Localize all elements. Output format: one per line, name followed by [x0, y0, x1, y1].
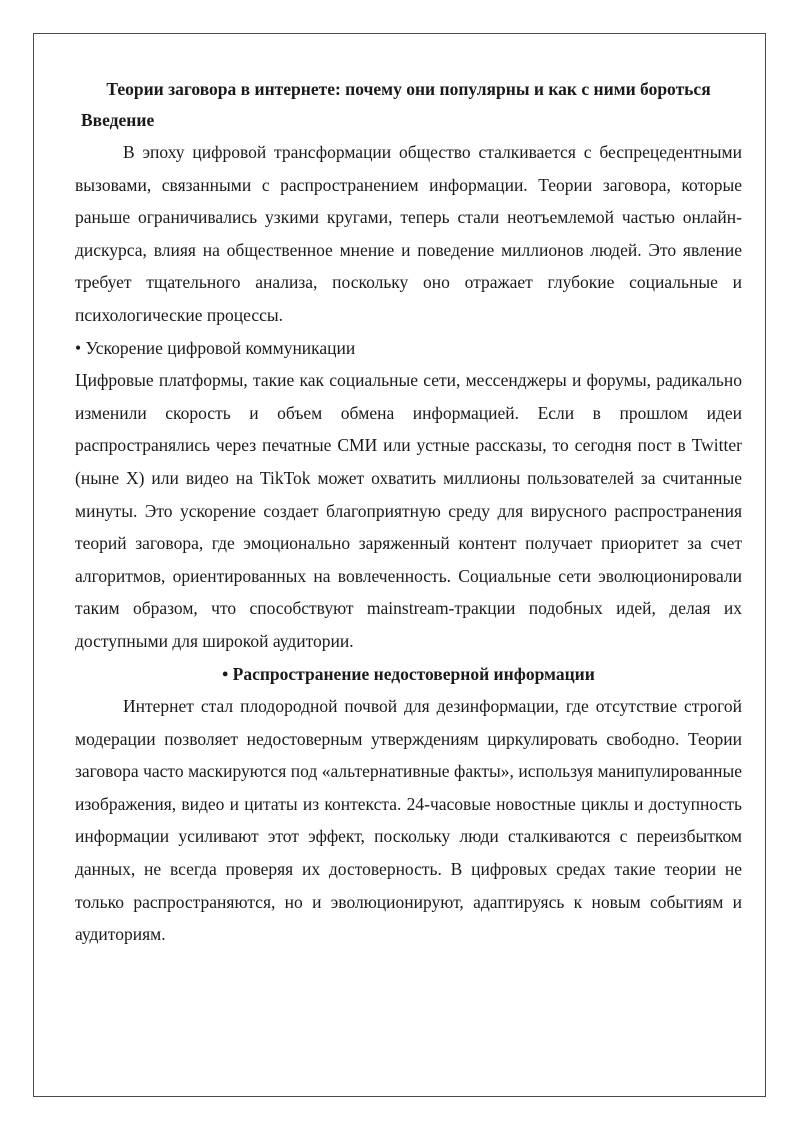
document-body [75, 74, 742, 951]
intro-heading: Введение [81, 110, 155, 130]
intro-paragraph: В эпоху цифровой трансформации общество сталкивается с беспрецедентными вызовами, связанными с распространением информации. Теории заговора, которые раньше ограничивались узкими кругами, теперь стали неотъемлемой частью онлайн-дискурса, влияя на общественное мнение и поведение миллионов людей. Это явление требует тщательного анализа, поскольку оно отражает глубокие социальные и психологические процессы. [75, 142, 742, 325]
section-paragraph-misinformation: Интернет стал плодородной почвой для дезинформации, где отсутствие строгой модерации позволяет недостоверным утверждениям циркулировать свободно. Теории заговора часто маскируются под «альтернативные факты», используя манипулированные изображения, видео и цитаты из контекста. 24-часовые новостные циклы и доступность информации усиливают этот эффект, поскольку люди сталкиваются с переизбытком данных, не всегда проверяя их достоверность. В цифровых средах такие теории не только распространяются, но и эволюционируют, адаптируясь к новым событиям и аудиториям. [75, 696, 742, 945]
section-paragraph-digital-communication: Цифровые платформы, такие как социальные сети, мессенджеры и форумы, радикально изменили скорость и объем обмена информацией. Если в прошлом идеи распространялись через печатные СМИ или устные рассказы, то сегодня пост в Twitter (ныне X) или видео на TikTok может охватить миллионы пользователей за считанные минуты. Это ускорение создает благоприятную среду для вирусного распространения теорий заговора, где эмоционально заряженный контент получает приоритет за счет алгоритмов, ориентированных на вовлеченность. Социальные сети эволюционировали таким образом, что способствуют mainstream-тракции подобных идей, делая их доступными для широкой аудитории. [75, 370, 742, 651]
section-heading-digital-communication: • Ускорение цифровой коммуникации [75, 337, 356, 358]
section-heading-misinformation: • Распространение недостоверной информации [222, 663, 595, 684]
document-title: Теории заговора в интернете: почему они популярны и как с ними бороться [106, 79, 711, 99]
